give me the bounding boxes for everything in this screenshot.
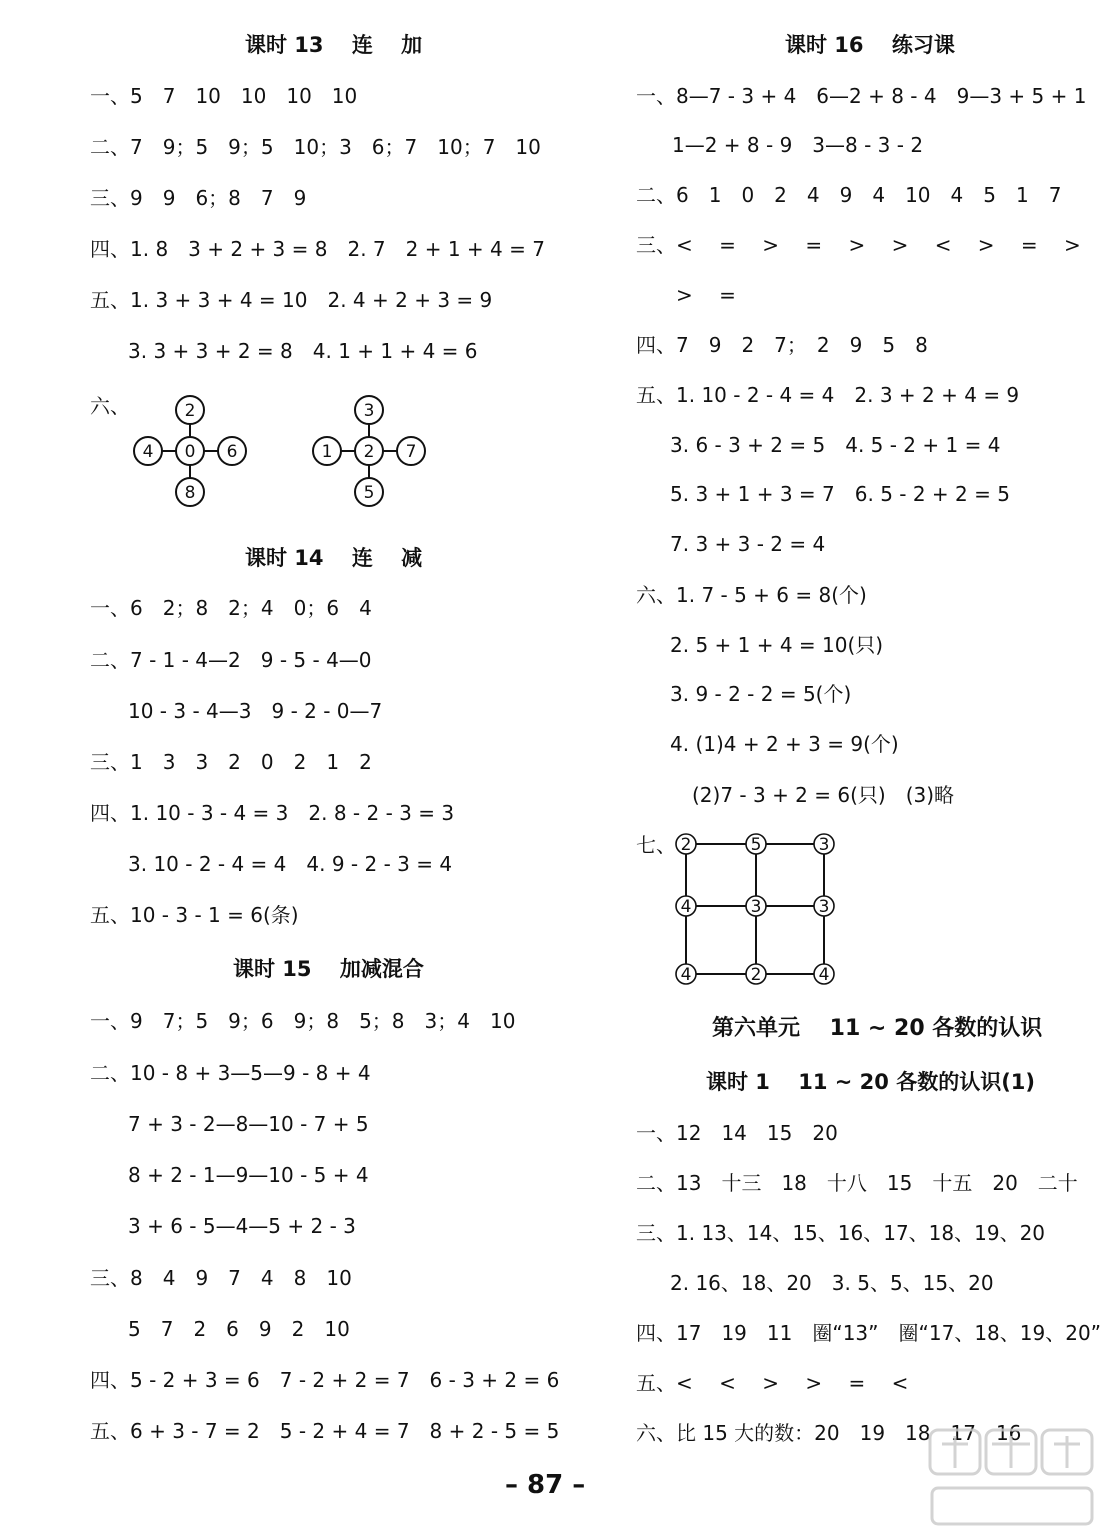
answer-line: > =	[676, 283, 736, 307]
answer-line: 4. (1)4 + 2 + 3 = 9(个)	[670, 732, 899, 756]
node-number: 4	[142, 442, 154, 462]
answer-line: 四、1. 10 - 3 - 4 = 3 2. 8 - 2 - 3 = 3	[90, 801, 455, 825]
answer-line: 8 + 2 - 1—9—10 - 5 + 4	[128, 1163, 369, 1187]
node-number: 3	[750, 897, 762, 917]
answer-line: 2. 16、18、20 3. 5、5、15、20	[670, 1271, 994, 1295]
node-number: 2	[680, 835, 692, 855]
lesson-13-title: 课时 13 连 加	[245, 33, 423, 57]
grid-node	[676, 834, 696, 855]
answer-line: 三、8 4 9 7 4 8 10	[90, 1266, 352, 1290]
answer-line: 二、7 9；5 9；5 10；3 6；7 10；7 10	[90, 135, 541, 159]
node-number: 5	[750, 835, 762, 855]
node-number: 3	[818, 835, 830, 855]
answer-line: 七、	[636, 833, 676, 857]
answer-line: 一、6 2；8 2；4 0；6 4	[90, 596, 372, 620]
answer-line: 五、< < > > = <	[636, 1371, 909, 1395]
answer-line: 二、13 十三 18 十八 15 十五 20 二十	[636, 1171, 1078, 1195]
grid-node	[814, 834, 834, 855]
node-number: 8	[184, 483, 196, 503]
node-number: 2	[184, 401, 196, 421]
answer-line: 3. 3 + 3 + 2 = 8 4. 1 + 1 + 4 = 6	[128, 339, 478, 363]
answer-line: 一、5 7 10 10 10 10	[90, 84, 358, 108]
node-number: 2	[363, 442, 375, 462]
node-number: 4	[680, 897, 692, 917]
node-number: 2	[750, 965, 762, 985]
node-number: 3	[363, 401, 375, 421]
answer-line: 三、1 3 3 2 0 2 1 2	[90, 750, 372, 774]
answer-line: 3. 6 - 3 + 2 = 5 4. 5 - 2 + 1 = 4	[670, 433, 1001, 457]
answer-line: 五、10 - 3 - 1 = 6(条)	[90, 903, 299, 927]
answer-line: 二、6 1 0 2 4 9 4 10 4 5 1 7	[636, 183, 1062, 207]
answer-line: 一、12 14 15 20	[636, 1121, 838, 1145]
lesson-14-title: 课时 14 连 减	[245, 546, 423, 570]
answer-line: 5 7 2 6 9 2 10	[128, 1317, 350, 1341]
watermark-logo-icon	[922, 1422, 1102, 1532]
answer-line: 四、7 9 2 7； 2 9 5 8	[636, 333, 928, 357]
node-number: 7	[405, 442, 417, 462]
node-number: 5	[363, 483, 375, 503]
answer-line: 四、17 19 11 圈“13” 圈“17、18、19、20”	[636, 1321, 1102, 1345]
answer-line: 二、10 - 8 + 3—5—9 - 8 + 4	[90, 1061, 371, 1085]
grid-node	[746, 964, 766, 985]
grid-node	[814, 896, 834, 917]
answer-line: 四、5 - 2 + 3 = 6 7 - 2 + 2 = 7 6 - 3 + 2 = 6	[90, 1368, 560, 1392]
answer-line: 二、7 - 1 - 4—2 9 - 5 - 4—0	[90, 648, 372, 672]
circle-node-bottom	[176, 478, 204, 506]
answer-line: 一、8—7 - 3 + 4 6—2 + 8 - 4 9—3 + 5 + 1	[636, 84, 1087, 108]
answer-line: 四、1. 8 3 + 2 + 3 = 8 2. 7 2 + 1 + 4 = 7	[90, 237, 545, 261]
grid-node	[676, 896, 696, 917]
answer-line: 10 - 3 - 4—3 9 - 2 - 0—7	[128, 699, 383, 723]
answer-line: 3 + 6 - 5—4—5 + 2 - 3	[128, 1214, 356, 1238]
number-cross-diagram-2	[309, 394, 439, 510]
answer-line: 5. 3 + 1 + 3 = 7 6. 5 - 2 + 2 = 5	[670, 482, 1010, 506]
answer-line: (2)7 - 3 + 2 = 6(只) (3)略	[692, 783, 955, 807]
node-number: 4	[818, 965, 830, 985]
answer-line: 六、1. 7 - 5 + 6 = 8(个)	[636, 583, 867, 607]
circle-node-center	[176, 437, 204, 465]
node-number: 0	[184, 442, 196, 462]
page-number: – 87 –	[505, 1470, 586, 1500]
circle-node-top	[355, 396, 383, 424]
lesson-16-title: 课时 16 练习课	[785, 33, 955, 57]
number-cross-diagram-1	[130, 394, 260, 510]
answer-line: 7. 3 + 3 - 2 = 4	[670, 532, 826, 556]
node-number: 6	[226, 442, 238, 462]
number-grid-diagram	[676, 832, 836, 987]
grid-node	[814, 964, 834, 985]
grid-node	[746, 896, 766, 917]
answer-line: 1—2 + 8 - 9 3—8 - 3 - 2	[672, 133, 924, 157]
circle-node-left	[313, 437, 341, 465]
node-number: 3	[818, 897, 830, 917]
answer-line: 六、	[90, 394, 130, 418]
answer-line: 六、比 15 大的数：20 19 18 17 16	[636, 1421, 1022, 1445]
unit-6-title: 第六单元 11 ~ 20 各数的认识	[712, 1016, 1043, 1041]
answer-line: 7 + 3 - 2—8—10 - 7 + 5	[128, 1112, 369, 1136]
answer-line: 五、6 + 3 - 7 = 2 5 - 2 + 4 = 7 8 + 2 - 5 = 5	[90, 1419, 560, 1443]
answer-line: 2. 5 + 1 + 4 = 10(只)	[670, 633, 884, 657]
grid-node	[676, 964, 696, 985]
answer-line: 三、1. 13、14、15、16、17、18、19、20	[636, 1221, 1046, 1245]
answer-line: 三、< = > = > > < > = >	[636, 233, 1081, 257]
grid-node	[746, 834, 766, 855]
answer-line: 一、9 7；5 9；6 9；8 5；8 3；4 10	[90, 1009, 516, 1033]
lesson-15-title: 课时 15 加减混合	[233, 957, 424, 981]
answer-line: 3. 10 - 2 - 4 = 4 4. 9 - 2 - 3 = 4	[128, 852, 453, 876]
circle-node-top	[176, 396, 204, 424]
answer-line: 三、9 9 6；8 7 9	[90, 186, 307, 210]
circle-node-bottom	[355, 478, 383, 506]
answer-line: 五、1. 10 - 2 - 4 = 4 2. 3 + 2 + 4 = 9	[636, 383, 1020, 407]
circle-node-center	[355, 437, 383, 465]
circle-node-right	[397, 437, 425, 465]
circle-node-left	[134, 437, 162, 465]
answer-line: 3. 9 - 2 - 2 = 5(个)	[670, 682, 852, 706]
answer-line: 五、1. 3 + 3 + 4 = 10 2. 4 + 2 + 3 = 9	[90, 288, 493, 312]
circle-node-right	[218, 437, 246, 465]
node-number: 4	[680, 965, 692, 985]
lesson-1-title: 课时 1 11 ~ 20 各数的认识(1)	[706, 1070, 1036, 1094]
node-number: 1	[321, 442, 333, 462]
